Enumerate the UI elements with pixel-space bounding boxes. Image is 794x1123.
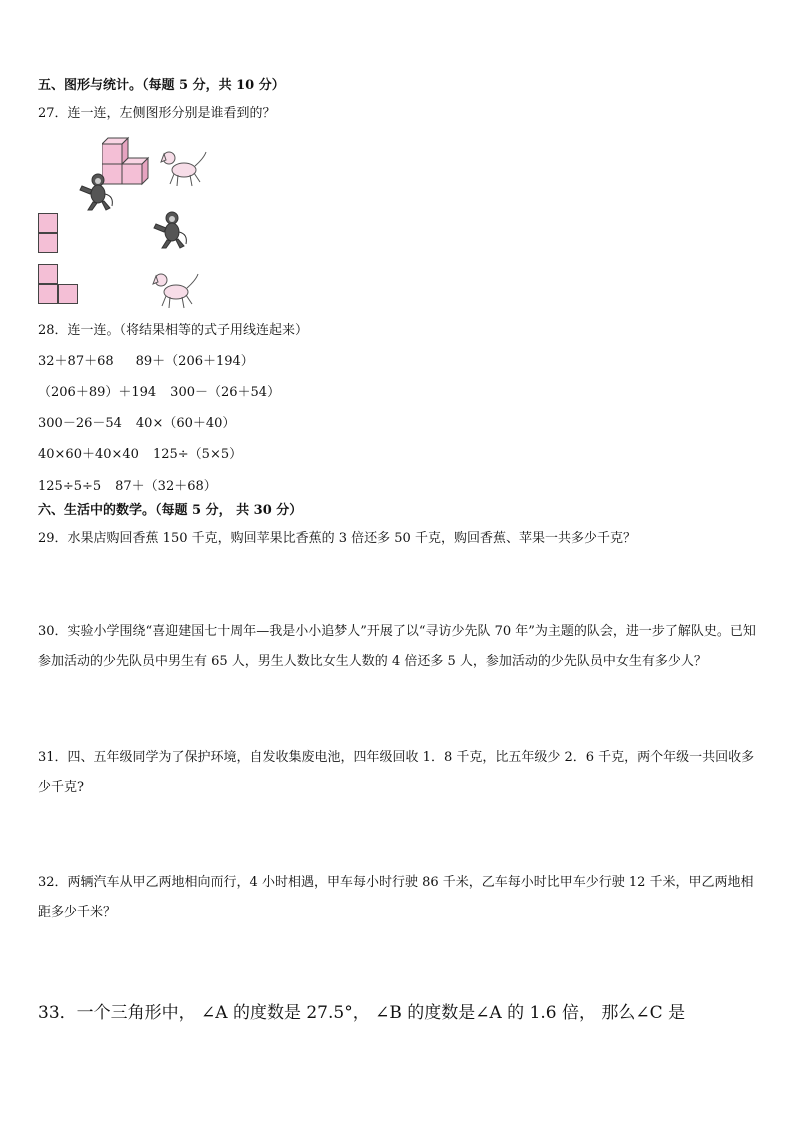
expression-left: 40×60＋40×40 <box>38 447 139 462</box>
expression-row <box>38 478 217 496</box>
expression-row <box>38 384 280 402</box>
dog-icon <box>152 270 200 310</box>
side-view-figure <box>38 264 82 308</box>
question-27: 27．连一连，左侧图形分别是谁看到的？ <box>38 106 276 121</box>
question-32: 32．两辆汽车从甲乙两地相向而行，4 小时相遇，甲车每小时行驶 86 千米，乙车每小时比甲车少行驶 12 千米，甲乙两地相距多少千米？ <box>38 875 754 920</box>
front-view-figure <box>38 213 60 257</box>
expression-left: 125÷5÷5 <box>38 479 102 494</box>
expression-right: 40×（60＋40） <box>135 416 236 431</box>
expression-right: 87＋（32＋68） <box>115 479 217 494</box>
question-30: 30．实验小学围绕“喜迎建国七十周年—我是小小追梦人”开展了以“寻访少先队 70 年”为主题的队会，进一步了解队史。已知参加活动的少先队员中男生有 65 人，男生人数比女生人数的 4 倍还多 5 人，参加活动的少先队员中女生有多少人？ <box>38 624 756 669</box>
expression-left: 32＋87＋68 <box>38 354 114 369</box>
question-33: 33．一个三角形中， ∠A 的度数是 27.5°， ∠B 的度数是∠A 的 1.6 倍， 那么∠C 是 <box>38 1003 686 1023</box>
question-28: 28．连一连。（将结果相等的式子用线连起来） <box>38 323 309 338</box>
expression-row <box>38 415 235 433</box>
monkey-icon <box>76 172 116 212</box>
expression-left: 300－26－54 <box>38 416 122 431</box>
expression-left: （206＋89）＋194 <box>38 385 157 400</box>
question-29: 29．水果店购回香蕉 150 千克，购回苹果比香蕉的 3 倍还多 50 千克，购回香蕉、苹果一共多少千克？ <box>38 531 636 546</box>
dog-icon <box>160 148 208 188</box>
expression-right: 125÷（5×5） <box>152 447 243 462</box>
expression-right: 300－（26＋54） <box>170 385 281 400</box>
expression-row <box>38 446 242 464</box>
question-31: 31．四、五年级同学为了保护环境，自发收集废电池，四年级回收 1．8 千克，比五年级少 2．6 千克，两个年级一共回收多少千克? <box>38 750 755 795</box>
expression-row <box>38 353 254 371</box>
section-6-title: 六、生活中的数学。（每题 5 分， 共 30 分） <box>38 503 303 518</box>
section-5-title: 五、图形与统计。（每题 5 分，共 10 分） <box>38 78 285 93</box>
expression-right: 89＋（206＋194） <box>135 354 254 369</box>
monkey-icon <box>150 210 190 250</box>
